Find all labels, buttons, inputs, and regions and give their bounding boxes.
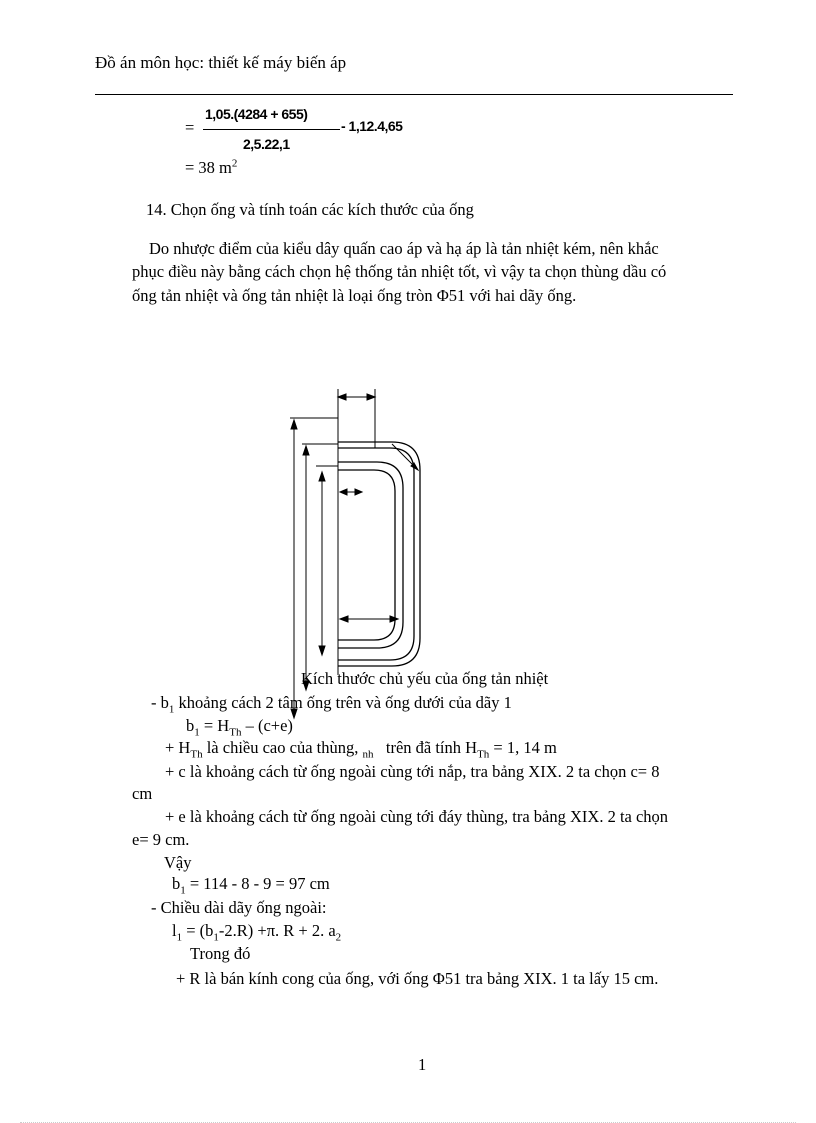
page-number: 1 xyxy=(418,1055,427,1074)
paragraph-line-1: Do nhược điểm của kiểu dây quấn cao áp và hạ áp là tản nhiệt kém, nên khắc xyxy=(149,239,659,258)
l1-definition: - Chiều dài dãy ống ngoài: xyxy=(151,898,327,917)
trong-do-label: Trong đó xyxy=(190,944,251,963)
r-line: + R là bán kính cong của ống, với ống Φ51 tra bảng XIX. 1 ta lấy 15 cm. xyxy=(176,969,659,988)
section-heading: 14. Chọn ống và tính toán các kích thước của ống xyxy=(146,200,474,219)
formula-tail: - 1,12.4,65 xyxy=(341,118,403,134)
formula-denominator: 2,5.22,1 xyxy=(243,136,290,152)
formula-result: = 38 $m^2$ xyxy=(185,157,238,177)
l1-equation: $l_1 = (b_1-2.R) +\pi$. R + 2. $a_2$ xyxy=(172,921,342,944)
e-line-1: + e là khoảng cách từ ống ngoài cùng tới đáy thùng, tra bảng XIX. 2 ta chọn xyxy=(165,807,669,826)
c-line-1: + c là khoảng cách từ ống ngoài cùng tới nắp, tra bảng XIX. 2 ta chọn c= 8 xyxy=(165,762,660,781)
b1-definition: - $b_1$ khoảng cách 2 tâm ống trên và ống dưới của dãy 1 xyxy=(151,693,512,716)
formula-numerator: 1,05.(4284 + 655) xyxy=(205,106,308,122)
e-line-2: e= 9 cm. xyxy=(132,830,190,849)
b1-calculation: $b_1 = 114 - 8 - 9 = 97$ cm xyxy=(172,874,330,897)
hth-line: + $H_{Th}$ là chiều cao của thùng, $_{nh}$ trên đã tính $H_{Th} = 1$, 14 m xyxy=(165,738,557,761)
b1-equation: $b_1 = H_{Th} - (c+e)$ xyxy=(186,716,293,739)
figure-caption: Kích thước chủ yếu của ống tản nhiệt xyxy=(301,669,549,688)
vay-label: Vậy xyxy=(164,853,192,872)
page-header: Đồ án môn học: thiết kế máy biến áp xyxy=(95,53,347,72)
c-line-2: cm xyxy=(132,784,153,803)
paragraph-line-2: phục điều này bằng cách chọn hệ thống tản nhiệt tốt, vì vậy ta chọn thùng dầu có xyxy=(132,262,667,281)
paragraph-line-3: ống tản nhiệt và ống tản nhiệt là loại ống tròn Φ51 với hai dãy ống. xyxy=(132,286,577,305)
formula-equals-1: = xyxy=(185,118,195,137)
